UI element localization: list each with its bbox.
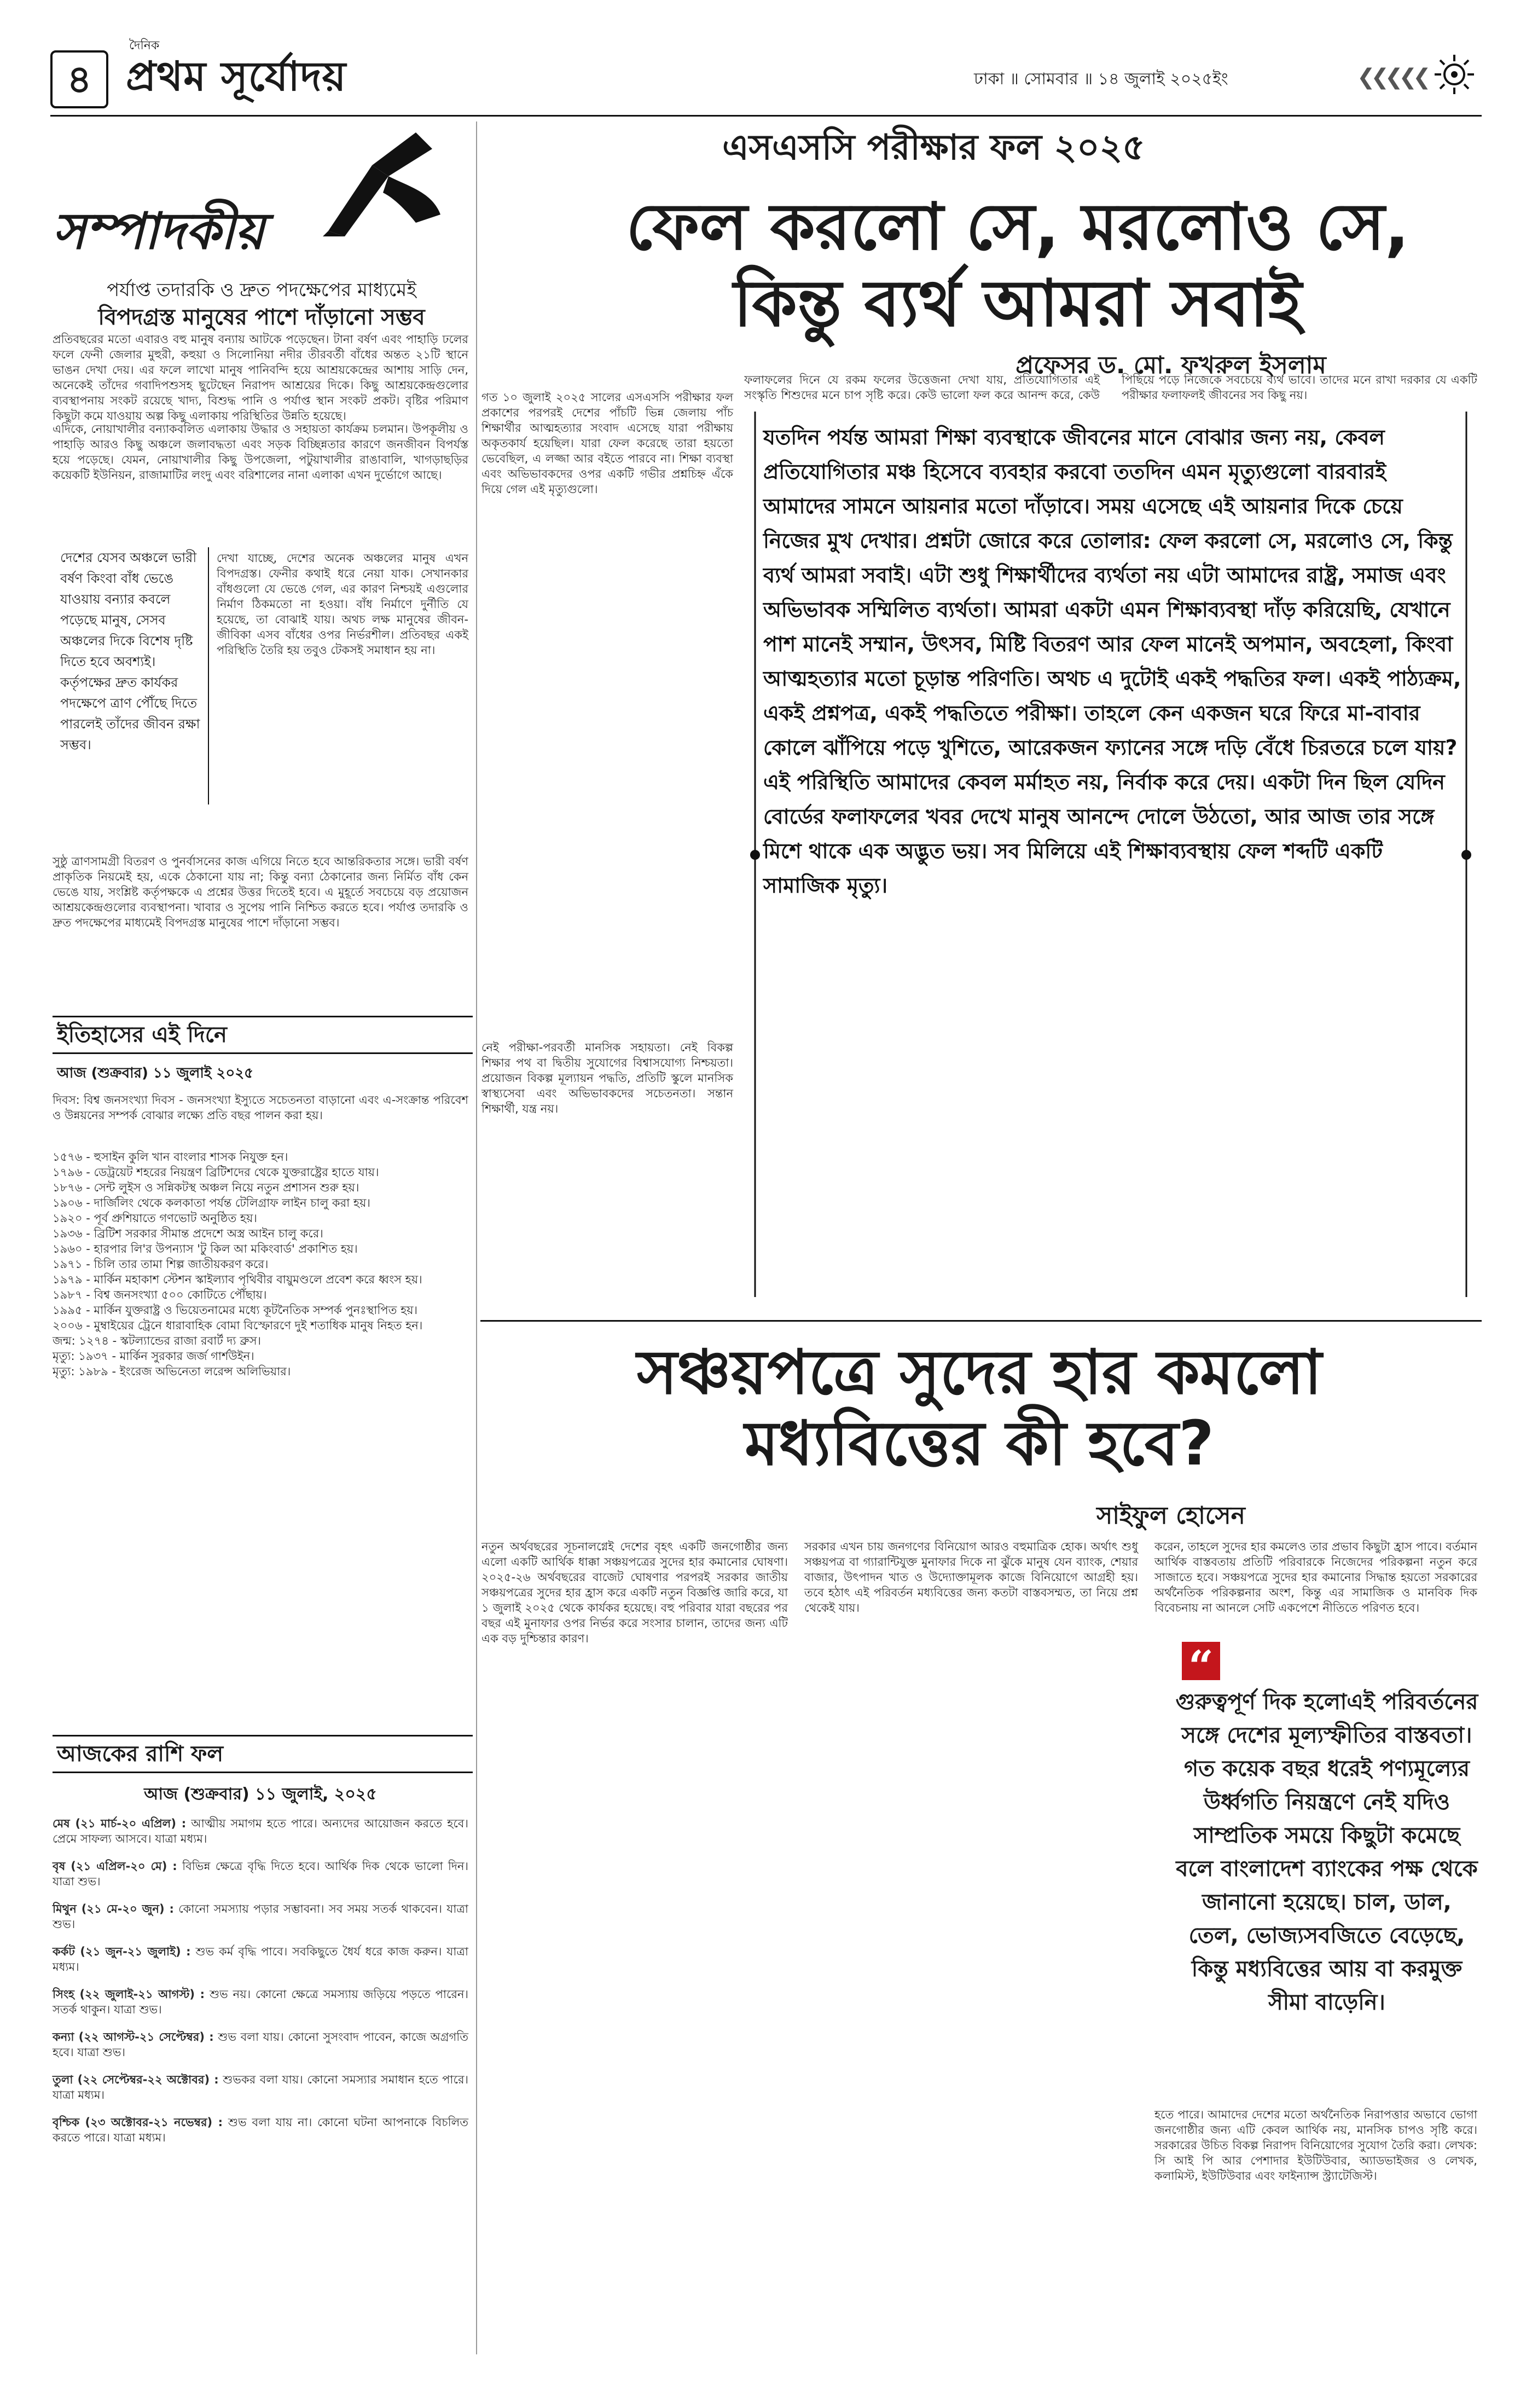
article2-column-3-bottom: হতে পারে। আমাদের দেশের মতো অর্থনৈতিক নিরাপত্তার অভাবে ভোগা জনগোষ্ঠীর জন্য এটি কেবল আর্থিক নয়, মানসিক চাপও সৃষ্টি করে। সরকারের উচিত বিকল্প নিরাপদ বিনিয়োগের সুযোগ তৈরি করা। লেখক: সি আই পি আর পেশাদার ইউটিউবার, অ্যাডভাইজর ও লেখক, কলামিস্ট, ইউটিউবার এবং ফাইন্যান্স স্ট্র্যাটেজিস্ট। bbox=[1154, 2108, 1477, 2183]
rashi-sign: সিংহ (২২ জুলাই-২১ আগস্ট) : bbox=[53, 1988, 205, 2001]
rashi-text: শুভ নয়। কোনো ক্ষেত্রে সমস্যায় জড়িয়ে পড়তে পারেন। সতর্ক থাকুন। যাত্রা শুভ। bbox=[53, 1988, 468, 2016]
rashi-list bbox=[53, 1816, 468, 2157]
history-event: ১৫৭৬ - হুসাইন কুলি খান বাংলার শাসক নিযুক্ত হন। bbox=[53, 1150, 288, 1164]
rashi-sign: বৃষ (২১ এপ্রিল-২০ মে) : bbox=[53, 1860, 177, 1873]
rashi-item bbox=[53, 2072, 468, 2103]
pen-hand-icon bbox=[306, 127, 443, 236]
history-event: ১৯২০ - পূর্ব প্রুশিয়াতে গণভোট অনুষ্ঠিত হয়। bbox=[53, 1212, 257, 1225]
editorial-title: সম্পাদকীয় bbox=[53, 201, 265, 261]
editorial-paragraph-2: এদিকে, নোয়াখালীর বন্যাকবলিত এলাকায় উদ্ধার ও সহায়তা কার্যক্রম চলমান। উপকূলীয় ও পাহাড়ি আরও কিছু অঞ্চলে জলাবদ্ধতা এবং সড়ক বিচ্ছিন্নতার কারণে জনজীবন বিপর্যস্ত হয়ে পড়েছে। যেমন, নোয়াখালীর কিছু উপজেলা, পটুয়াখালীর রাঙাবালি, খাগড়াছড়ির কয়েকটি ইউনিয়ন, রাজামাটির লংদু এবং বরিশালের নানা এলাকা এখন দুর্ভোগে আছে। bbox=[53, 422, 468, 482]
article2-headline-line1: সঞ্চয়পত্রে সুদের হার কমলো bbox=[637, 1337, 1322, 1408]
rashi-item bbox=[53, 1816, 468, 1846]
editorial-paragraph-4: সুষ্ঠু ত্রাণসামগ্রী বিতরণ ও পুনর্বাসনের কাজ এগিয়ে নিতে হবে আন্তরিকতার সঙ্গে। ভারী বর্ষণ প্রাকৃতিক নিয়মেই হয়, একে ঠেকানো যায় না; কিন্তু বন্যা ঠেকানোর জন্য নির্মিত বাঁধ কেন ভেঙে যায়, সংশ্লিষ্ট কর্তৃপক্ষকে এ প্রশ্নের উত্তর দিতেই হবে। এ মুহূর্তে সবচেয়ে বড় প্রয়োজন আশ্রয়কেন্দ্রগুলোর ব্যবস্থাপনা। খাবার ও সুপেয় পানি নিশ্চিত করতে হবে। পর্যাপ্ত তদারকি ও দ্রুত পদক্ষেপের মাধ্যমেই বিপদগ্রস্ত মানুষের পাশে দাঁড়ানো সম্ভব। bbox=[53, 855, 468, 929]
logo-prefix: দৈনিক bbox=[129, 39, 160, 53]
article2-pull-quote: গুরুত্বপূর্ণ দিক হলোএই পরিবর্তনের সঙ্গে দেশের মূল্যস্ফীতির বাস্তবতা। গত কয়েক বছর ধরেই পণ্যমূল্যের উর্ধ্বগতি নিয়ন্ত্রণে নেই যদিও সাম্প্রতিক সময়ে কিছুটা কমেছে বলে বাংলাদেশ ব্যাংকের পক্ষ থেকে জানানো হয়েছে। চাল, ডাল, তেল, ভোজ্যসবজিতে বেড়েছে, কিন্তু মধ্যবিত্তের আয় বা করমুক্ত সীমা বাড়েনি। bbox=[1175, 1689, 1478, 2015]
history-event: ১৭৯৬ - ডেট্রয়েট শহরের নিয়ন্ত্রণ ব্রিটিশদের থেকে যুক্তরাষ্ট্রের হাতে যায়। bbox=[53, 1166, 379, 1179]
rashi-text: বিভিন্ন ক্ষেত্রে বৃদ্ধি দিতে হবে। আর্থিক দিক থেকে ভালো দিন। যাত্রা শুভ। bbox=[53, 1860, 468, 1888]
editorial-paragraph-3: দেখা যাচ্ছে, দেশের অনেক অঞ্চলের মানুষ এখন বিপদগ্রস্ত। ফেনীর কথাই ধরে নেয়া যাক। সেখানকার বাঁধগুলো যে ভেঙে গেল, এর কারণ নিশ্চয়ই এগুলোর নির্মাণ ঠিকমতো না হওয়া। বাঁধ নির্মাণে দুর্নীতি যে হয়েছে, তা বোঝাই যায়। অথচ লক্ষ মানুষের জীবন-জীবিকা এসব বাঁধের ওপর নির্ভরশীল। প্রতিবছর একই পরিস্থিতি তৈরি হয় তবুও টেকসই সমাধান হয় না। bbox=[217, 552, 468, 657]
article1-column-1: গত ১০ জুলাই ২০২৫ সালের এসএসসি পরীক্ষার ফল প্রকাশের পরপরই দেশের পাঁচটি ভিন্ন জেলায় পাঁচ শিক্ষার্থীর আত্মহত্যার সংবাদ এসেছে যারা পরীক্ষায় অকৃতকার্য হয়েছিল। যারা ফেল করেছে তারা হয়তো ভেবেছিল, এ লজ্জা আর বইতে পারবে না। শিক্ষা ব্যবস্থা এবং অভিভাবকদের ওপর একটি গভীর প্রশ্নচিহ্ন এঁকে দিয়ে গেল এই মৃত্যুগুলো। bbox=[481, 391, 733, 496]
history-intro: দিবস: বিশ্ব জনসংখ্যা দিবস - জনসংখ্যা ইস্যুতে সচেতনতা বাড়ানো এবং এ-সংক্রান্ত পরিবেশ ও উন্নয়নের সম্পর্ক বোঝার লক্ষ্যে প্রতি বছর পালন করা হয়। bbox=[53, 1093, 468, 1122]
rashi-item bbox=[53, 1859, 468, 1889]
article1-headline-line1: ফেল করলো সে, মরলোও সে, bbox=[626, 189, 1409, 264]
editorial-subtitle: পর্যাপ্ত তদারকি ও দ্রুত পদক্ষেপের মাধ্যমেই bbox=[107, 279, 416, 301]
history-event: ১৯০৬ - দার্জিলিং থেকে কলকাতা পর্যন্ত টেলিগ্রাফ লাইন চালু করা হয়। bbox=[53, 1196, 370, 1209]
article1-headline-line2: কিন্তু ব্যর্থ আমরা সবাই bbox=[733, 265, 1302, 341]
section-divider bbox=[480, 1320, 1482, 1322]
rashi-date: আজ (শুক্রবার) ১১ জুলাই, ২০২৫ bbox=[144, 1785, 377, 1804]
article2-column-3: করেন, তাহলে সুদের হার কমলেও তার প্রভাব কিছুটা হ্রাস পাবে। বর্তমান আর্থিক বাস্তবতায় প্রতিটি পরিবারকে নিজেদের পরিকল্পনা নতুন করে সাজাতে হবে। সঞ্চয়পত্রে সুদের হার কমানোর সিদ্ধান্ত হয়তো সরকারের অর্থনৈতিক পরিকল্পনার অংশ, কিন্তু এর সামাজিক ও মানবিক দিক বিবেচনায় না আনলে সেটি একপেশে নীতিতে পরিণত হবে। bbox=[1154, 1540, 1477, 1614]
article1-column-1b: নেই পরীক্ষা-পরবর্তী মানসিক সহায়তা। নেই বিকল্প শিক্ষার পথ বা দ্বিতীয় সুযোগের বিশ্বাসযোগ্য নিশ্চয়তা। প্রয়োজন বিকল্প মূল্যায়ন পদ্ধতি, প্রতিটি স্কুলে মানসিক স্বাস্থ্যসেবা এবং অভিভাবকদের সচেতনতা। সন্তান শিক্ষার্থী, যন্ত্র নয়। bbox=[481, 1041, 733, 1115]
article1-kicker: এসএসসি পরীক্ষার ফল ২০২৫ bbox=[722, 128, 1145, 168]
rashi-sign: মিথুন (২১ মে-২০ জুন) : bbox=[53, 1902, 174, 1915]
rashi-text: আত্মীয় সমাগম হতে পারে। অন্যদের আয়োজন করতে হবে। প্রেমে সাফল্য আসবে। যাত্রা মধ্যম। bbox=[53, 1817, 468, 1845]
editorial-pull-quote: দেশের যেসব অঞ্চলে ভারী বর্ষণ কিংবা বাঁধ ভেঙে যাওয়ায় বন্যার কবলে পড়েছে মানুষ, সেসব অঞ্চলের দিকে বিশেষ দৃষ্টি দিতে হবে অবশ্যই। কর্তৃপক্ষের দ্রুত কার্যকর পদক্ষেপে ত্রাণ পৌঁছে দিতে পারলেই তাঁদের জীবন রক্ষা সম্ভব। bbox=[60, 550, 200, 752]
history-date: আজ (শুক্রবার) ১১ জুলাই ২০২৫ bbox=[57, 1065, 254, 1081]
masthead-rule bbox=[50, 115, 1482, 117]
rashi-sign: তুলা (২২ সেপ্টেম্বর-২২ অক্টোবর) : bbox=[53, 2073, 219, 2086]
history-event: ১৯৭১ - চিলি তার তামা শিল্প জাতীয়করণ করে। bbox=[53, 1258, 269, 1271]
rashi-item bbox=[53, 1944, 468, 1975]
history-event: মৃত্যু: ১৯৮৯ - ইংরেজ অভিনেতা লরেন্স অলিভিয়ার। bbox=[53, 1365, 291, 1378]
history-event: জন্ম: ১২৭৪ - স্কটল্যান্ডের রাজা রবার্ট দ্য ব্রুস। bbox=[53, 1334, 262, 1347]
rashi-sign: মেষ (২১ মার্চ-২০ এপ্রিল) : bbox=[53, 1817, 187, 1830]
rashi-item bbox=[53, 2115, 468, 2145]
sun-emblem-icon bbox=[1434, 54, 1475, 95]
history-event: ১৯৭৯ - মার্কিন মহাকাশ স্টেশন স্কাইল্যাব পৃথিবীর বায়ুমণ্ডলে প্রবেশ করে ধ্বংস হয়। bbox=[53, 1273, 422, 1286]
rashi-text: শুভ কর্ম বৃদ্ধি পাবে। সবকিছুতে ধৈর্য ধরে কাজ করুন। যাত্রা মধ্যম। bbox=[53, 1945, 468, 1973]
history-event: ১৯৯৫ - মার্কিন যুক্তরাষ্ট্র ও ভিয়েতনামের মধ্যে কূটনৈতিক সম্পর্ক পুনঃস্থাপিত হয়। bbox=[53, 1304, 418, 1317]
article1-top-text: ফলাফলের দিনে যে রকম ফলের উত্তেজনা দেখা যায়, প্রতিযোগিতার এই সংস্কৃতি শিশুদের মনে চাপ সৃষ্টি করে। কেউ ভালো ফল করে আনন্দ করে, কেউ পিছিয়ে পড়ে নিজেকে সবচেয়ে ব্যর্থ ভাবে। তাদের মনে রাখা দরকার যে একটি পরীক্ষার ফলাফলই জীবনের সব কিছু নয়। bbox=[744, 373, 1477, 402]
chevron-decoration-icon: ❮❮❮❮❮ bbox=[1357, 65, 1427, 90]
rashi-sign: কর্কট (২১ জুন-২১ জুলাই) : bbox=[53, 1945, 191, 1958]
rashi-item bbox=[53, 1901, 468, 1932]
article2-byline: সাইফুল হোসেন bbox=[1096, 1502, 1245, 1530]
editorial-paragraph-1: প্রতিবছরের মতো এবারও বহু মানুষ বন্যায় আটকে পড়েছেন। টানা বর্ষণ এবং পাহাড়ি ঢলের ফলে ফেনী জেলার মুহুরী, কহুয়া ও সিলোনিয়া নদীর তীরবর্তী বাঁধের অন্তত ২১টি স্থানে ভাঙন দেখা দেয়। এর ফলে লাখো মানুষ পানিবন্দি হয়ে আশ্রয়কেন্দ্রের আশায় সাড়ি দেন, অনেকেই তাঁদের গবাদিপশুসহ ছুটেছেন নিরাপদ আশ্রয়ের দিকে। কিছু আশ্রয়কেন্দ্রগুলোর ব্যবস্থাপনায় সংকট রয়েছে খাদ্য, বিশুদ্ধ পানি ও পর্যাপ্ত স্থান সংকট প্রকট। বৃষ্টির পরিমাণ কিছুটা কমে যাওয়ায় অল্প কিছু এলাকায় পরিস্থিতির উন্নতি হয়েছে। bbox=[53, 333, 468, 422]
rashi-item bbox=[53, 2029, 468, 2060]
rashi-sign: বৃশ্চিক (২৩ অক্টোবর-২১ নভেম্বর) : bbox=[53, 2116, 223, 2129]
pull-quote-rule bbox=[208, 547, 209, 804]
page-number: ৪ bbox=[50, 50, 108, 108]
history-event: ২০০৬ - মুম্বাইয়ের ট্রেনে ধারাবাহিক বোমা বিস্ফোরণে দুই শতাধিক মানুষ নিহত হন। bbox=[53, 1319, 423, 1332]
editorial-headline: বিপদগ্রস্ত মানুষের পাশে দাঁড়ানো সম্ভব bbox=[98, 305, 425, 330]
rashi-text: কোনো সমস্যায় পড়ার সম্ভাবনা। সব সময় সতর্ক থাকবেন। যাত্রা শুভ। bbox=[53, 1902, 468, 1931]
newspaper-logo: প্রথম সূর্যোদয় bbox=[126, 53, 347, 100]
article1-byline: প্রফেসর ড. মো. ফখরুল ইসলাম bbox=[1015, 351, 1326, 379]
article1-pull-quote: যতদিন পর্যন্ত আমরা শিক্ষা ব্যবস্থাকে জীবনের মানে বোঝার জন্য নয়, কেবল প্রতিযোগিতার মঞ্চ হিসেবে ব্যবহার করবো ততদিন এমন মৃত্যুগুলো বারবারই আমাদের সামনে আয়নার মতো দাঁড়াবে। সময় এসেছে এই আয়নার দিকে চেয়ে নিজের মুখ দেখার। প্রশ্নটা জোরে করে তোলার: ফেল করলো সে, মরলোও সে, কিন্তু ব্যর্থ আমরা সবাই। এটা শুধু শিক্ষার্থীদের ব্যর্থতা নয় এটা আমাদের রাষ্ট্র, সমাজ এবং অভিভাবক সম্মিলিত ব্যর্থতা। আমরা একটা এমন শিক্ষাব্যবস্থা দাঁড় করিয়েছি, যেখানে পাশ মানেই সম্মান, উৎসব, মিষ্টি বিতরণ আর ফেল মানেই অপমান, অবহেলা, কিংবা আত্মহত্যার মতো চূড়ান্ত পরিণতি। অথচ এ দুটোই একই পদ্ধতির ফল। একই পাঠ্যক্রম, একই প্রশ্নপত্র, একই পদ্ধতিতে পরীক্ষা। তাহলে কেন একজন ঘরে ফিরে মা-বাবার কোলে ঝাঁপিয়ে পড়ে খুশিতে, আরেকজন ফ্যানের সঙ্গে দড়ি বেঁধে চিরতরে চলে যায়? এই পরিস্থিতি আমাদের কেবল মর্মাহত নয়, নির্বাক করে দেয়। একটা দিন ছিল যেদিন বোর্ডের ফলাফলের খবর দেখে মানুষ আনন্দে দোলে উঠতো, আর আজ তার সঙ্গে মিশে থাকে এক অদ্ভুত ভয়। সব মিলিয়ে এই শিক্ষাব্যবস্থায় ফেল শব্দটি একটি সামাজিক মৃত্যু। bbox=[763, 425, 1461, 898]
history-heading: ইতিহাসের এই দিনে bbox=[53, 1016, 473, 1054]
history-event: মৃত্যু: ১৯৩৭ - মার্কিন সুরকার জর্জ গার্শউইন। bbox=[53, 1350, 254, 1363]
history-event-list bbox=[53, 1149, 468, 1379]
rashi-text: শুভ বলা যায় না। কোনো ঘটনা আপনাকে বিচলিত করতে পারে। যাত্রা মধ্যম। bbox=[53, 2116, 469, 2144]
rashi-item bbox=[53, 1987, 468, 2017]
quote-mark-icon: “ bbox=[1182, 1642, 1220, 1680]
article2-column-2: সরকার এখন চায় জনগণের বিনিয়োগ আরও বহুমাত্রিক হোক। অর্থাৎ শুধু সঞ্চয়পত্র বা গ্যারান্টিযুক্ত মুনাফার দিকে না ঝুঁকে মানুষ যেন ব্যাংক, শেয়ার বাজার, উৎপাদন খাত ও উদ্যোক্তামূলক কাজে বিনিয়োগে আগ্রহী হয়। তবে হঠাৎ এই পরিবর্তন মধ্যবিত্তের জন্য কতটা বাস্তবসম্মত, তা নিয়ে প্রশ্ন থেকেই যায়। bbox=[804, 1540, 1138, 1614]
rashi-heading: আজকের রাশি ফল bbox=[53, 1735, 473, 1773]
column-rule bbox=[476, 121, 477, 2354]
history-event: ১৮৭৬ - সেন্ট লুইস ও সন্নিকটস্থ অঞ্চল নিয়ে নতুন প্রশাসন শুরু হয়। bbox=[53, 1181, 359, 1194]
dateline: ঢাকা ॥ সোমবার ॥ ১৪ জুলাই ২০২৫ইং bbox=[974, 70, 1228, 89]
rashi-text: শুভকর বলা যায়। কোনো সমস্যার সমাধান হতে পারে। যাত্রা মধ্যম। bbox=[53, 2073, 468, 2102]
history-event: ১৯৮৭ - বিশ্ব জনসংখ্যা ৫০০ কোটিতে পৌঁছায়। bbox=[53, 1288, 267, 1301]
history-event: ১৯৩৬ - ব্রিটিশ সরকার সীমান্ত প্রদেশে অস্ত্র আইন চালু করে। bbox=[53, 1227, 323, 1240]
article2-headline-line2: মধ্যবিত্তের কী হবে? bbox=[744, 1408, 1215, 1479]
rashi-sign: কন্যা (২২ আগস্ট-২১ সেপ্টেম্বর) : bbox=[53, 2030, 214, 2044]
rashi-text: শুভ বলা যায়। কোনো সুসংবাদ পাবেন, কাজে অগ্রগতি হবে। যাত্রা শুভ। bbox=[53, 2030, 468, 2059]
article2-column-1: নতুন অর্থবছরের সূচনালগ্নেই দেশের বৃহৎ একটি জনগোষ্ঠীর জন্য এলো একটি আর্থিক ধাক্কা সঞ্চয়পত্রের সুদের হার কমানোর ঘোষণা। ২০২৫-২৬ অর্থবছরের বাজেট ঘোষণার পরপরই সরকার জাতীয় সঞ্চয়পত্রের সুদের হার হ্রাস করে একটি নতুন বিজ্ঞপ্তি জারি করে, যা ১ জুলাই ২০২৫ থেকে কার্যকর হয়েছে। বহু পরিবার যারা বছরের পর বছর এই মুনাফার ওপর নির্ভর করে সংসার চালান, তাদের জন্য এটি এক বড় দুশ্চিন্তার কারণ। bbox=[481, 1540, 788, 1645]
history-event: ১৯৬০ - হারপার লি'র উপন্যাস 'টু কিল আ মকিংবার্ড' প্রকাশিত হয়। bbox=[53, 1242, 358, 1255]
